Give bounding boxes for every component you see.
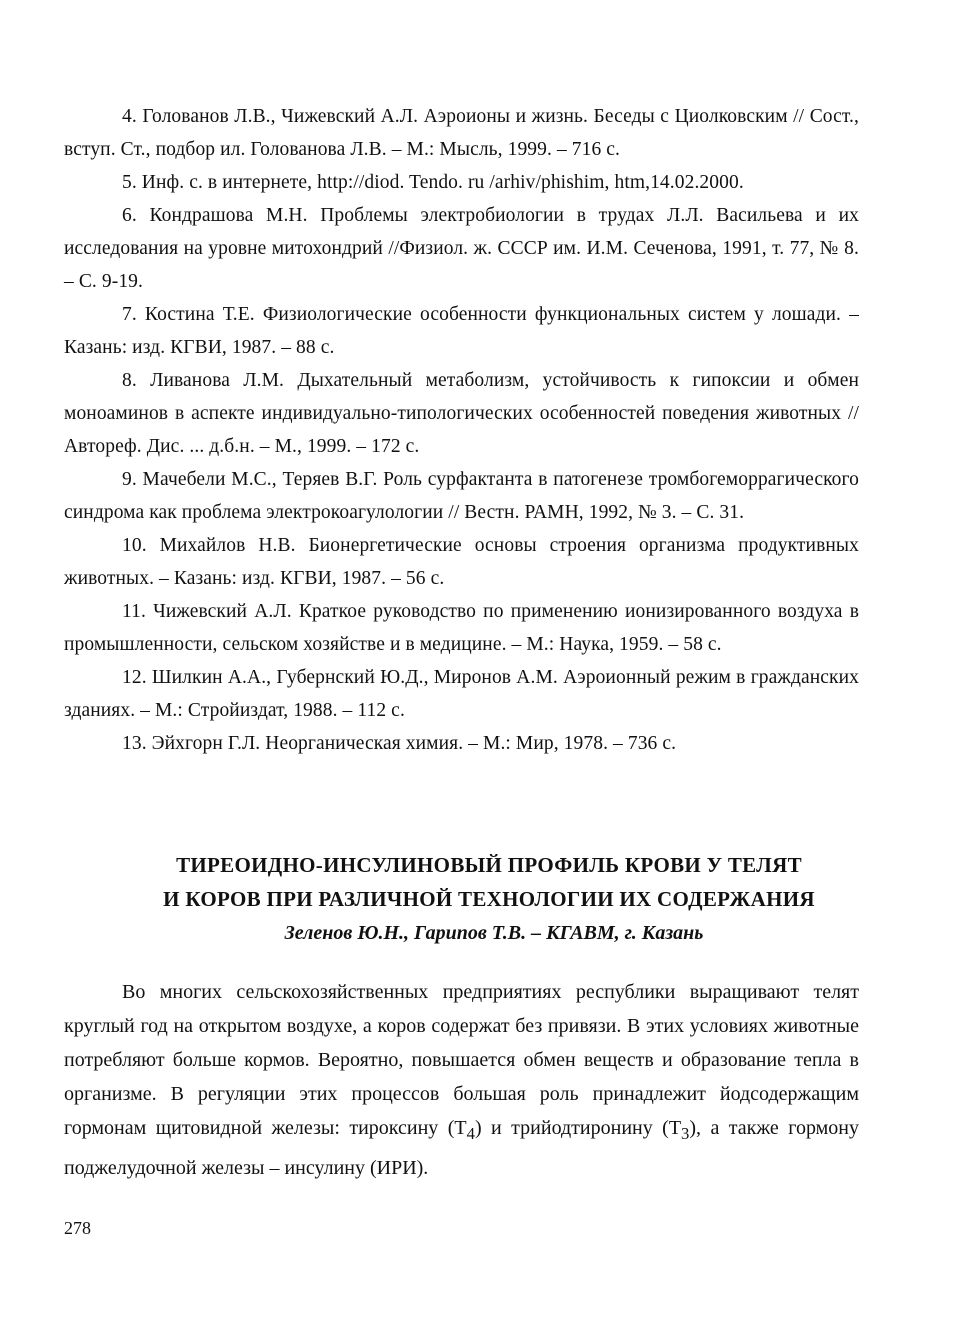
reference-item: 7. Костина Т.Е. Физиологические особенности функциональных систем у лошади. – Казань: изд. КГВИ, 1987. – 88 с. bbox=[64, 304, 859, 358]
reference-item: 4. Голованов Л.В., Чижевский А.Л. Аэроионы и жизнь. Беседы с Циолковским // Сост., вступ. Ст., подбор ил. Голованова Л.В. – М.: Мысль, 1999. – 716 с. bbox=[64, 106, 859, 160]
article-body-paragraph bbox=[64, 975, 859, 1185]
body-text-part: ), а также гормону поджелудочной железы – инсулину (ИРИ). bbox=[64, 1117, 859, 1179]
page-number: 278 bbox=[64, 1218, 91, 1238]
body-text-part: ) и трийодтиронину (T bbox=[474, 1117, 682, 1139]
reference-list bbox=[64, 100, 859, 760]
reference-item: 5. Инф. с. в интернете, http://diod. Tendo. ru /arhiv/phishim, htm,14.02.2000. bbox=[122, 172, 744, 193]
reference-item: 13. Эйхгорн Г.Л. Неорганическая химия. – М.: Мир, 1978. – 736 с. bbox=[122, 733, 677, 754]
article-title bbox=[64, 848, 914, 916]
article-authors: Зеленов Ю.Н., Гарипов Т.В. – КГАВМ, г. Казань bbox=[284, 922, 704, 944]
reference-item: 6. Кондрашова М.Н. Проблемы электробиологии в трудах Л.Л. Васильева и их исследования на уровне митохондрий //Физиол. ж. СССР им. И.М. Сеченова, 1991, т. 77, № 8. – С. 9-19. bbox=[64, 205, 859, 292]
article-title-line: И КОРОВ ПРИ РАЗЛИЧНОЙ ТЕХНОЛОГИИ ИХ СОДЕРЖАНИЯ bbox=[163, 887, 815, 911]
reference-item: 12. Шилкин А.А., Губернский Ю.Д., Миронов А.М. Аэроионный режим в гражданских зданиях. – М.: Стройиздат, 1988. – 112 с. bbox=[64, 667, 859, 721]
subscript-t4: 4 bbox=[466, 1124, 475, 1143]
body-text-part: Во многих сельскохозяйственных предприятиях республики выращивают телят круглый год на открытом воздухе, а коров содержат без привязи. В этих условиях животные потребляют больше кормов. Вероятно, повышается обмен веществ и образование тепла в организме. В регуляции этих процессов большая роль принадлежит йодсодержащим гормонам щитовидной железы: тироксину (T bbox=[64, 981, 859, 1139]
reference-item: 11. Чижевский А.Л. Краткое руководство по применению ионизированного воздуха в промышленности, сельском хозяйстве и в медицине. – М.: Наука, 1959. – 58 с. bbox=[64, 601, 859, 655]
reference-item: 9. Мачебели М.С., Теряев В.Г. Роль сурфактанта в патогенезе тромбогеморрагического синдрома как проблема электрокоагулологии // Вестн. РАМН, 1992, № 3. – С. 31. bbox=[64, 469, 859, 523]
subscript-t3: 3 bbox=[681, 1124, 690, 1143]
reference-item: 8. Ливанова Л.М. Дыхательный метаболизм, устойчивость к гипоксии и обмен моноаминов в аспекте индивидуально-типологических особенностей поведения животных // Автореф. Дис. ... д.б.н. – М., 1999. – 172 с. bbox=[64, 370, 859, 457]
article-title-line: ТИРЕОИДНО-ИНСУЛИНОВЫЙ ПРОФИЛЬ КРОВИ У ТЕЛЯТ bbox=[176, 853, 802, 877]
reference-item: 10. Михайлов Н.В. Бионергетические основы строения организма продуктивных животных. – Казань: изд. КГВИ, 1987. – 56 с. bbox=[64, 535, 859, 589]
